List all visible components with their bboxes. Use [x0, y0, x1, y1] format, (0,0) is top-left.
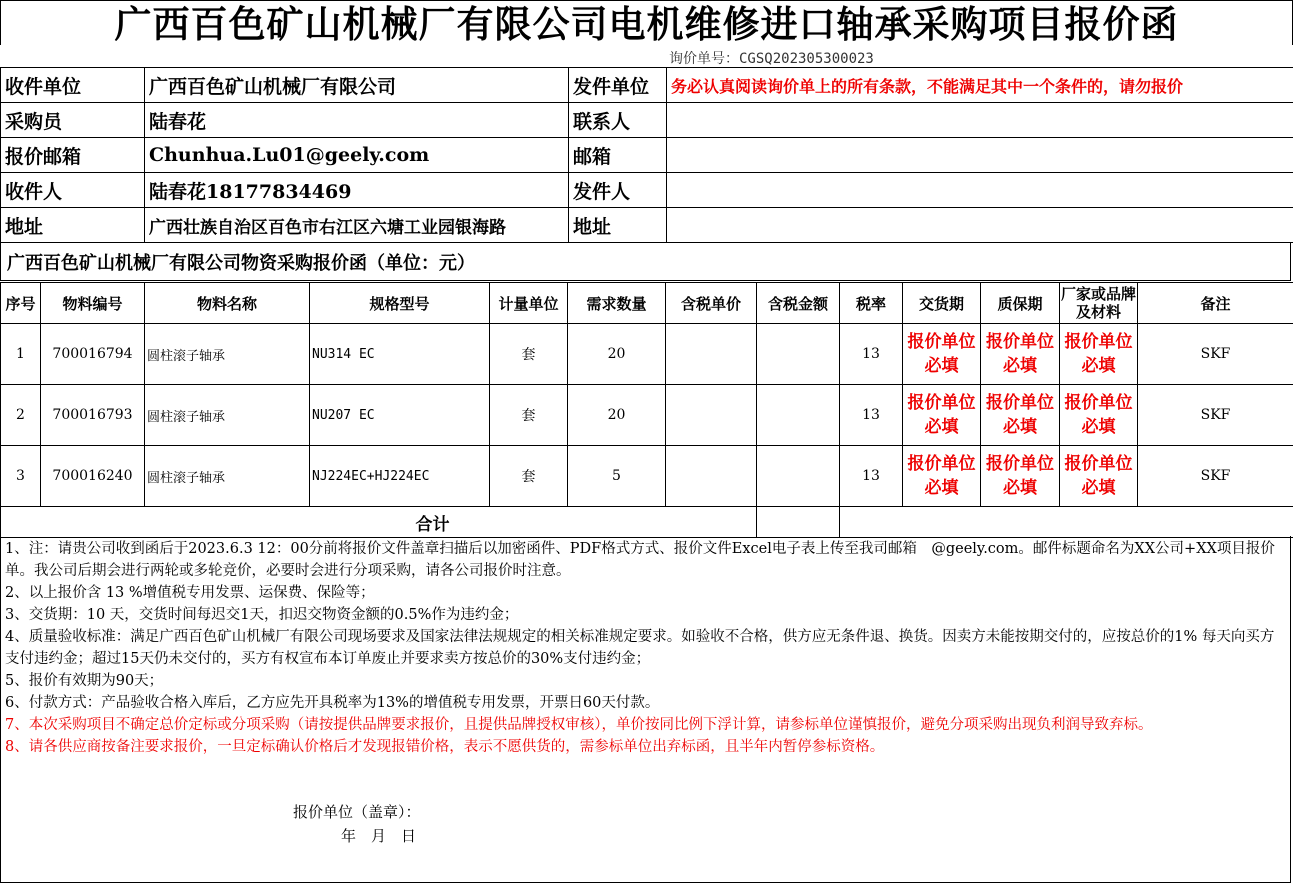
date-label: 年 月 日	[341, 827, 417, 845]
page-title: 广西百色矿山机械厂有限公司电机维修进口轴承采购项目报价函	[0, 0, 1293, 45]
note-item: 6、付款方式：产品验收合格入库后，乙方应先开具税率为13%的增值税专用发票，开票日60天付款。	[5, 695, 660, 711]
row-warranty[interactable]: 报价单位必填	[981, 446, 1060, 507]
row-spec: NJ224EC+HJ224EC	[310, 446, 490, 507]
mailbox-label: 邮箱	[569, 138, 667, 173]
note-item: 1、注：请贵公司收到函后于2023.6.3 12：00分前将报价文件盖章扫描后以加密函件、PDF格式方式、报价文件Excel电子表上传至我司邮箱 @geely.com。邮件标题命名为XX公司+XX项目报价单。我公司后期会进行两轮或多轮竞价，必要时会进行分项采购，请各公司报价时注意。	[5, 541, 1275, 579]
recv-unit-label: 收件单位	[1, 68, 145, 103]
row-amount[interactable]	[757, 324, 840, 385]
warning-text: 务必认真阅读询价单上的所有条款，不能满足其中一个条件的，请勿报价	[667, 68, 1293, 103]
row-unit: 套	[490, 385, 568, 446]
send-unit-label: 发件单位	[569, 68, 667, 103]
total-amount[interactable]	[757, 507, 840, 538]
col-header: 规格型号	[310, 283, 490, 324]
note-item: 5、报价有效期为90天；	[5, 673, 164, 689]
row-remark: SKF	[1138, 385, 1293, 446]
row-no: 2	[1, 385, 41, 446]
row-unit: 套	[490, 446, 568, 507]
note-item-red: 8、请各供应商按备注要求报价，一旦定标确认价格后才发现报错价格，表示不愿供货的，需参标单位出弃标函，且半年内暂停参标资格。	[5, 739, 885, 755]
table-row	[1, 324, 1293, 385]
row-remark: SKF	[1138, 446, 1293, 507]
address-label: 地址	[1, 208, 145, 243]
note-item: 2、以上报价含 13 %增值税专用发票、运保费、保险等；	[5, 585, 375, 601]
col-header: 物料名称	[145, 283, 310, 324]
col-header: 计量单位	[490, 283, 568, 324]
row-name: 圆柱滚子轴承	[145, 385, 310, 446]
row-price[interactable]	[666, 446, 757, 507]
email-value: Chunhua.Lu01@geely.com	[145, 138, 569, 173]
col-header: 含税单价	[666, 283, 757, 324]
email-label: 报价邮箱	[1, 138, 145, 173]
row-remark: SKF	[1138, 324, 1293, 385]
row-price[interactable]	[666, 324, 757, 385]
sender-value[interactable]	[667, 173, 1293, 208]
note-item: 4、质量验收标准：满足广西百色矿山机械厂有限公司现场要求及国家法律法规规定的相关标准规定要求。如验收不合格，供方应无条件退、换货。因卖方未能按期交付的，应按总价的1% 每天向买方支付违约金；超过15天仍未交付的，买方有权宣布本订单废止并要求卖方按总价的30%支付违约金；	[5, 629, 1275, 667]
row-tax: 13	[840, 446, 903, 507]
col-header: 交货期	[903, 283, 981, 324]
row-unit: 套	[490, 324, 568, 385]
col-header: 厂家或品牌及材料	[1060, 283, 1138, 324]
row-code: 700016794	[41, 324, 145, 385]
row-name: 圆柱滚子轴承	[145, 446, 310, 507]
row-tax: 13	[840, 385, 903, 446]
recipient-value: 陆春花18177834469	[145, 173, 569, 208]
contact-label: 联系人	[569, 103, 667, 138]
row-amount[interactable]	[757, 385, 840, 446]
sender-label: 发件人	[569, 173, 667, 208]
items-header-row	[1, 283, 1293, 324]
recv-unit-value: 广西百色矿山机械厂有限公司	[145, 68, 569, 103]
row-qty: 20	[568, 385, 666, 446]
sign-label: 报价单位（盖章）：	[293, 803, 421, 821]
items-table	[0, 282, 1293, 538]
row-code: 700016793	[41, 385, 145, 446]
note-item-red: 7、本次采购项目不确定总价定标或分项采购（请按提供品牌要求报价，且提供品牌授权审核），单价按同比例下浮计算，请参标单位谨慎报价，避免分项采购出现负利润导致弃标。	[5, 717, 1153, 733]
header-table	[0, 67, 1293, 243]
row-brand[interactable]: 报价单位必填	[1060, 385, 1138, 446]
row-qty: 5	[568, 446, 666, 507]
inquiry-number: 询价单号：CGSQ202305300023	[669, 51, 874, 67]
mailbox-value[interactable]	[667, 138, 1293, 173]
row-no: 3	[1, 446, 41, 507]
row-delivery[interactable]: 报价单位必填	[903, 446, 981, 507]
row-brand[interactable]: 报价单位必填	[1060, 446, 1138, 507]
row-no: 1	[1, 324, 41, 385]
buyer-value: 陆春花	[145, 103, 569, 138]
row-spec: NU314 EC	[310, 324, 490, 385]
col-header: 税率	[840, 283, 903, 324]
total-blank	[840, 507, 1293, 538]
col-header: 含税金额	[757, 283, 840, 324]
table-row	[1, 385, 1293, 446]
terms-notes	[0, 536, 1291, 883]
buyer-label: 采购员	[1, 103, 145, 138]
row-delivery[interactable]: 报价单位必填	[903, 324, 981, 385]
row-delivery[interactable]: 报价单位必填	[903, 385, 981, 446]
contact-value[interactable]	[667, 103, 1293, 138]
total-row	[1, 507, 1293, 538]
row-price[interactable]	[666, 385, 757, 446]
col-header: 质保期	[981, 283, 1060, 324]
row-brand[interactable]: 报价单位必填	[1060, 324, 1138, 385]
row-tax: 13	[840, 324, 903, 385]
row-warranty[interactable]: 报价单位必填	[981, 324, 1060, 385]
note-item: 3、交货期：10 天，交货时间每迟交1天，扣迟交物资金额的0.5%作为违约金；	[5, 607, 519, 623]
signature-block	[293, 800, 421, 848]
row-spec: NU207 EC	[310, 385, 490, 446]
row-qty: 20	[568, 324, 666, 385]
row-amount[interactable]	[757, 446, 840, 507]
table-row	[1, 446, 1293, 507]
col-header: 备注	[1138, 283, 1293, 324]
recipient-label: 收件人	[1, 173, 145, 208]
address2-label: 地址	[569, 208, 667, 243]
row-warranty[interactable]: 报价单位必填	[981, 385, 1060, 446]
row-code: 700016240	[41, 446, 145, 507]
col-header: 序号	[1, 283, 41, 324]
address-value: 广西壮族自治区百色市右江区六塘工业园银海路	[145, 208, 569, 243]
subtitle: 广西百色矿山机械厂有限公司物资采购报价函（单位：元）	[0, 243, 1291, 281]
total-label: 合计	[1, 507, 757, 538]
col-header: 需求数量	[568, 283, 666, 324]
row-name: 圆柱滚子轴承	[145, 324, 310, 385]
address2-value[interactable]	[667, 208, 1293, 243]
col-header: 物料编号	[41, 283, 145, 324]
